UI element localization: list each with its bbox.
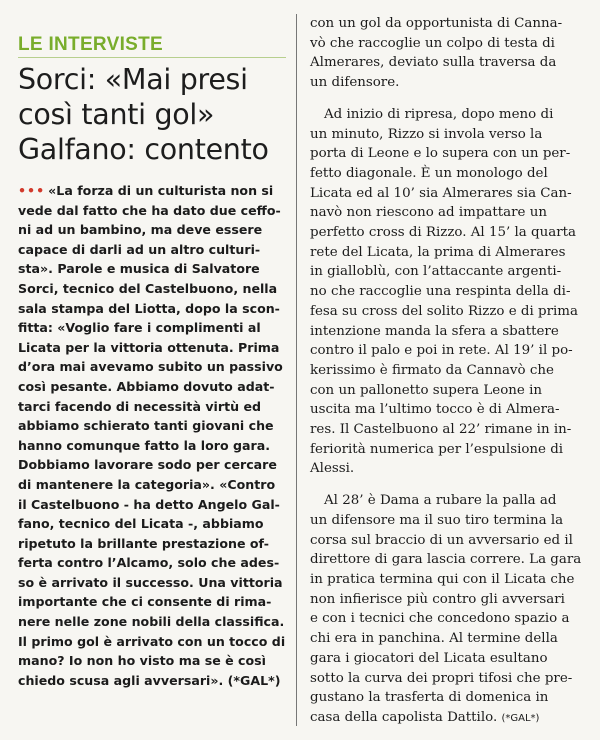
text-line-content: contro il palo e poi in rete. Al 19’ il po- [310, 343, 573, 359]
text-line-content: in pratica termina qui con il Licata che [310, 571, 575, 587]
text-line [18, 397, 286, 417]
text-line [310, 708, 584, 729]
text-line [310, 14, 584, 34]
headline-line: Galfano: contento [18, 133, 269, 166]
text-line [310, 243, 584, 263]
headline-line: così tanti gol» [18, 98, 215, 131]
text-line-content: Sorci, tecnico del Castelbuono, nella [18, 280, 278, 296]
text-line-content: vede dal fatto che ha dato due ceffo- [18, 202, 281, 218]
text-line [310, 282, 584, 302]
paragraph-gap [310, 479, 584, 491]
text-line [310, 184, 584, 204]
text-line-content: feriorità numerica per l’espulsione di [310, 441, 564, 457]
paragraph [310, 105, 584, 479]
text-line-content: direttore di gara lascia correre. La gara [310, 552, 582, 568]
text-line-content: chiedo scusa agli avversari». (*GAL*) [18, 672, 281, 688]
text-line-content: fano, tecnico del Licata -, abbiamo [18, 516, 264, 532]
text-line [310, 629, 584, 649]
text-line [310, 511, 584, 531]
text-line [310, 649, 584, 669]
text-line [310, 609, 584, 629]
text-line [310, 322, 584, 342]
text-line [310, 73, 584, 93]
text-line [310, 590, 584, 610]
text-line-content: perfetto cross di Rizzo. Al 15’ la quarta [310, 225, 576, 241]
text-line-content: Il primo gol è arrivato con un tocco di [18, 633, 286, 649]
lead-marker: ••• [18, 183, 46, 198]
text-line-content: fesa su cross del solito Rizzo e di prima [310, 303, 578, 319]
text-line [310, 341, 584, 361]
text-line-content: Dobbiamo lavorare sodo per cercare [18, 457, 277, 473]
text-line-content: ni ad un bambino, ma deve essere [18, 222, 263, 238]
text-line-content: Ad inizio di ripresa, dopo meno di [324, 106, 554, 122]
text-line-content: rete del Licata, la prima di Almerares [310, 244, 566, 260]
text-line [18, 279, 286, 299]
text-line [310, 491, 584, 511]
text-line-content: sotto la curva dei propri tifosi che pre- [310, 670, 573, 686]
text-line [310, 34, 584, 54]
text-line-content: capace di darli ad un altro culturi- [18, 241, 261, 257]
text-line-content: un difensore. [310, 75, 400, 91]
text-line-content: con un pallonetto supera Leone in [310, 382, 542, 398]
text-line [18, 201, 286, 221]
section-label: LE INTERVISTE [18, 34, 286, 58]
text-line [310, 570, 584, 590]
text-line-content: d’ora mai avevamo subito un passivo [18, 359, 283, 375]
text-line [18, 416, 286, 436]
text-line [18, 475, 286, 495]
text-line [18, 592, 286, 612]
text-line [18, 495, 286, 515]
text-line [310, 420, 584, 440]
text-line-content: gara i giocatori del Licata esultano [310, 650, 548, 666]
text-line [18, 436, 286, 456]
text-line [18, 534, 286, 554]
text-line [18, 455, 286, 475]
text-line-content: di mantenere la categoria». «Contro [18, 476, 276, 492]
text-line-content: porta di Leone e lo supera con un per- [310, 146, 571, 162]
text-line-content: intenzione manda la sfera a sbattere [310, 323, 559, 339]
text-line-content: Licata ed al 10’ sia Almerares sia Can- [310, 185, 572, 201]
text-line [18, 338, 286, 358]
text-line [310, 400, 584, 420]
text-line-content: sala stampa del Liotta, dopo la scon- [18, 300, 280, 316]
text-line [310, 440, 584, 460]
text-line [18, 514, 286, 534]
left-column [18, 34, 286, 690]
text-line [18, 651, 286, 671]
text-line [310, 531, 584, 551]
text-line-content: hanno comunque fatto la loro gara. [18, 437, 270, 453]
paragraph [310, 491, 584, 728]
text-line-content: Al 28’ è Dama a rubare la palla ad [324, 493, 557, 509]
text-line-content: ripetuto la brillante prestazione of- [18, 535, 270, 551]
text-line-content: chi era in panchina. Al termine della [310, 631, 558, 647]
headline-line: Sorci: «Mai presi [18, 63, 248, 96]
text-line [18, 299, 286, 319]
text-line-content: corsa sul braccio di un avversario ed il [310, 532, 573, 548]
text-line-content: navò non riescono ad impattare un [310, 205, 547, 221]
text-line-content: mano? Io non ho visto ma se è così [18, 653, 266, 669]
text-line [310, 550, 584, 570]
text-line [310, 164, 584, 184]
text-line-content: no che raccoglie una respinta della di- [310, 284, 571, 300]
text-line [310, 105, 584, 125]
text-line [310, 381, 584, 401]
text-line-content: in giallоblù, con l’attaccante argenti- [310, 264, 562, 280]
headline [18, 62, 286, 167]
text-line-content: così pesante. Abbiamo dovuto adat- [18, 378, 275, 394]
text-line [310, 203, 584, 223]
text-line-content: «La forza di un culturista non si [48, 183, 274, 198]
match-report-text [310, 14, 584, 729]
text-line [18, 612, 286, 632]
text-line-content: un difensore ma il suo tiro termina la [310, 512, 564, 528]
text-line-content: gustano la trasferta di domenica in [310, 690, 549, 706]
text-line [310, 361, 584, 381]
text-line [310, 144, 584, 164]
text-line [18, 259, 286, 279]
text-line-content: kerissimo è firmato da Cannavò che [310, 362, 554, 378]
text-line-content: sta». Parole e musica di Salvatore [18, 261, 260, 277]
text-line-content: casa della capolista Dattilo. [310, 709, 498, 725]
text-line-content: tarci facendo di necessità virtù ed [18, 398, 262, 414]
text-line [18, 318, 286, 338]
text-line [310, 459, 584, 479]
text-line [18, 220, 286, 240]
text-line [310, 688, 584, 708]
text-line-content: il Castelbuono - ha detto Angelo Gal- [18, 496, 280, 512]
text-line [310, 262, 584, 282]
text-line-content: importante che ci consente di rima- [18, 594, 272, 610]
text-line [18, 377, 286, 397]
text-line [18, 671, 286, 691]
text-line-content: Almerares, deviato sulla traversa da [310, 55, 557, 71]
text-line-content: Alessi. [310, 461, 355, 477]
text-line-content: uscita ma l’ultimo tocco è di Almera- [310, 402, 560, 418]
interview-text [18, 181, 286, 690]
text-line [310, 223, 584, 243]
text-line [310, 125, 584, 145]
paragraph-gap [310, 93, 584, 105]
text-line [18, 632, 286, 652]
text-line [18, 240, 286, 260]
text-line [18, 181, 286, 201]
paragraph [310, 14, 584, 93]
text-line-content: so è arrivato il successo. Una vittoria [18, 574, 283, 590]
text-line-content: res. Il Castelbuono al 22’ rimane in in- [310, 422, 572, 438]
column-divider [296, 14, 297, 726]
text-line-content: abbiamo schierato tanti giovani che [18, 418, 274, 434]
text-line-content: Licata per la vittoria ottenuta. Prima [18, 339, 280, 355]
text-line-content: e con i tecnici che concedono spazio a [310, 611, 570, 627]
text-line-content: fetto diagonale. È un monologo del [310, 165, 548, 181]
text-line-content: nere nelle zone nobili della classifica. [18, 614, 285, 630]
text-line-content: non infierisce più contro gli avversari [310, 591, 565, 607]
text-line [18, 357, 286, 377]
text-line [310, 669, 584, 689]
author-signature: (*GAL*) [501, 712, 540, 724]
text-line-content: un minuto, Rizzo si invola verso la [310, 126, 543, 142]
text-line [18, 573, 286, 593]
text-line [310, 302, 584, 322]
text-line-content: ferta contro l’Alcamo, solo che ades- [18, 555, 280, 571]
text-line-content: fitta: «Voglio fare i complimenti al [18, 320, 261, 336]
text-line [18, 553, 286, 573]
text-line [310, 53, 584, 73]
text-line-content: con un gol da opportunista di Canna- [310, 16, 563, 31]
text-line-content: vò che raccoglie un colpo di testa di [310, 35, 555, 51]
